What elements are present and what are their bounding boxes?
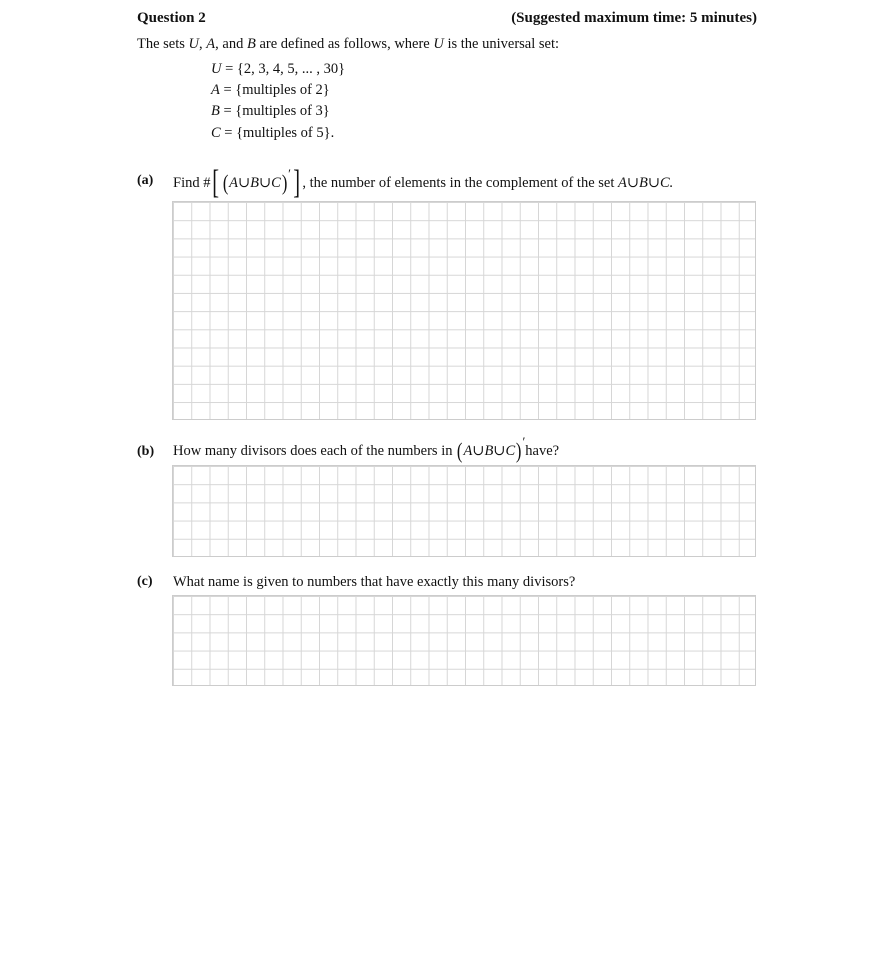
question-title: Question 2 [137, 10, 206, 26]
part-a-question [173, 166, 673, 200]
complement-prime-glyph: ′ [288, 166, 291, 181]
part-a-text: , the number of elements in the complement of the set [302, 174, 615, 191]
part-b-label: (b) [137, 444, 155, 459]
part-a-find: Find # [173, 174, 211, 191]
answer-grid-a[interactable] [172, 201, 756, 420]
right-bracket-glyph: ] [293, 164, 301, 201]
set-definition-u: U = {2, 3, 4, 5, ... , 30} [211, 61, 346, 77]
suggested-time-note: (Suggested maximum time: 5 minutes) [511, 10, 757, 26]
set-definition-a: A = {multiples of 2} [211, 82, 330, 98]
left-paren-glyph: ( [457, 438, 463, 463]
set-name-a: A [206, 36, 216, 52]
set-name-b: B [246, 36, 256, 52]
intro-tail: is the universal set: [443, 36, 560, 52]
answer-grid-c[interactable] [172, 595, 756, 686]
universal-set-name: U [433, 36, 444, 52]
intro-prefix: The sets [137, 36, 189, 52]
part-b-question [173, 434, 560, 463]
answer-grid-b[interactable] [172, 465, 756, 557]
part-a-label: (a) [137, 173, 154, 188]
set-definition-c: C = {multiples of 5}. [211, 125, 335, 141]
left-bracket-glyph: [ [212, 164, 220, 201]
part-a-set-expression: A∪B∪C. [618, 174, 674, 191]
part-b-tail: have? [525, 442, 560, 459]
left-paren-glyph: ( [222, 170, 229, 195]
part-c-label: (c) [137, 574, 153, 589]
set-name-u: U [188, 36, 200, 52]
part-b-text: How many divisors does each of the numbers in [173, 442, 453, 459]
right-paren-glyph: ) [516, 438, 522, 463]
part-b-expression: A∪B∪C [463, 442, 516, 459]
right-paren-glyph: ) [281, 170, 288, 195]
part-a-expression: A∪B∪C [229, 174, 281, 191]
intro-suffix: are defined as follows, where [255, 36, 434, 52]
set-definition-b: B = {multiples of 3} [211, 103, 330, 119]
intro-text: The sets U, A, and B are defined as follows, where U is the universal set: [137, 36, 560, 52]
part-c-question: What name is given to numbers that have exactly this many divisors? [173, 574, 576, 590]
complement-prime-glyph: ′ [522, 434, 526, 449]
